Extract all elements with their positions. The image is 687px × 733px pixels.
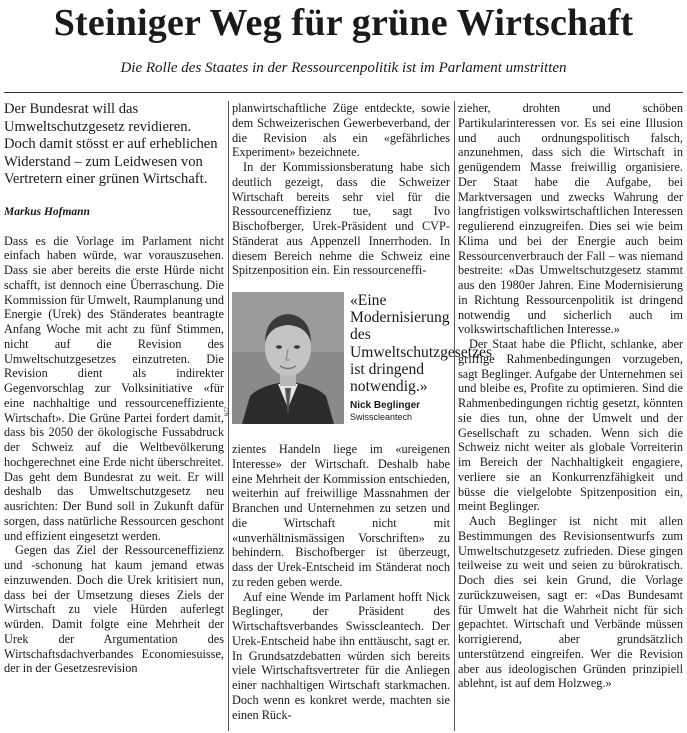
body-paragraph: Dass es die Vorlage im Parlament nicht einfach haben würde, war vorauszusehen. Dass sie aber bereits die erste Hürde nicht schafft, ist dennoch eine Überraschung. Die Kommission für Umwelt, Raumplanung und Energie (Urek) des Ständerates beantragte Anfang Woche mit acht zu fünf Stimmen, nicht auf die Revision des Umweltschutzgesetzes einzutreten. Die Revision dient als indirekter Gegenvorschlag zur Volksinitiative «für eine nachhaltige und ressourceneffiziente Wirtschaft». Die Grüne Partei fordert damit, dass bis 2050 der ökologische Fussabdruck der Schweiz auf die Weltbevölkerung hochgerechnet eine Erde nicht überschreitet. Das geht dem Bundesrat zu weit. Er will deshalb das Umweltschutzgesetz neu ausrichten: Der Bund soll in Zukunft dafür sorgen, dass natürliche Ressourcen geschont und effizient eingesetzt werden. (4, 233, 224, 543)
quote-person-name: Nick Beglinger (350, 400, 421, 411)
column-1 (4, 101, 224, 676)
article-subhead: Die Rolle des Staates in der Ressourcenpolitik ist im Parlament umstritten (120, 60, 567, 76)
author-byline: Markus Hofmann (4, 205, 90, 218)
photo-credit: NZZ (224, 406, 231, 417)
body-paragraph: In der Kommissionsberatung habe sich deutlich gezeigt, dass die Schweizer Wirtschaft bereits sehr viel für die Ressourceneffizienz tue, sagt Ivo Bischofberger, Urek-Präsident und CVP-Ständerat aus Appenzell Innerrhoden. In diesem Bereich nehme die Schweiz eine Spitzenposition ein. Ein ressourceneffi- (232, 160, 450, 278)
column-2 (224, 101, 493, 722)
column-3 (458, 101, 683, 691)
body-paragraph: Gegen das Ziel der Ressourceneffizienz und -schonung hat kaum jemand etwas einzuwenden. Doch die Urek kritisiert nun, dass bei der Umsetzung dieses Ziels der Wirtschaft zu viele Hürden auferlegt würden. Damit folgte eine Mehrheit der Urek der Argumentation des Wirtschaftsdachverbandes Economiesuisse, der in der Gesetzesrevision (4, 543, 224, 676)
body-paragraph: Auch Beglinger ist nicht mit allen Bestimmungen des Revisionsentwurfs zum Umweltschutzgesetz zufrieden. Diese gingen teilweise zu weit und seien zu bürokratisch. Doch dies sei kein Grund, die Vorlage zurückzuweisen, sagt er: «Das Bundesamt für Umwelt hat die Wahrheit nicht für sich gepachtet. Wirtschaft und Verbände müssen korrigierend, aber grundsätzlich unterstützend eingreifen. Wer die Revision aber aus ideologischen Gründen prinzipiell ablehnt, ist auf dem Holzweg.» (458, 514, 683, 691)
article-headline: Steiniger Weg für grüne Wirtschaft (53, 2, 634, 44)
body-paragraph: zientes Handeln liege im «ureigenen Interesse» der Wirtschaft. Deshalb habe eine Mehrheit der Kommission entschieden, weiterhin auf freiwillige Massnahmen der Branchen und Unternehmen zu setzen und die Wirtschaft nicht mit «unverhältnismässigen Vorschriften» zu behindern. Bischofberger ist überzeugt, dass der Urek-Entscheid im Ständerat noch zu reden geben werde. (232, 442, 450, 589)
quote-person-role: Swisscleantech (350, 412, 413, 422)
body-paragraph: Der Staat habe die Pflicht, schlanke, aber griffige Rahmenbedingungen vorzugeben, sagt Beglinger. Aufgabe der Unternehmen sei und bleibe es, Profite zu optimieren. Sind die Rahmenbedingungen richtig gesetzt, könnten sie dies tun, ohne der Umwelt und der Gesellschaft zu schaden. Wenn sich die Schweiz nicht weiter als globale Vorreiterin im Bereich der Nachhaltigkeit engagiere, verliere sie an Konkurrenzfähigkeit und büsse die vielgelobte Spitzenposition ein, meint Beglinger. (458, 337, 683, 514)
body-paragraph: planwirtschaftliche Züge entdeckte, sowie dem Schweizerischen Gewerbeverband, der die Revision als ein «gefährliches Experiment» bezeichnete. (232, 101, 450, 160)
column-divider-2 (454, 101, 455, 731)
body-paragraph: Auf eine Wende im Parlament hofft Nick Beglinger, der Präsident des Wirtschaftsverbandes Swisscleantech. Der Urek-Entscheid habe ihn enttäuscht, sagt er. In Grundsatzdebatten würden sich bereits viele Wirtschaftsvertreter für die Anliegen einer nachhaltigen Wirtschaft starkmachen. Doch wenn es konkret werde, machten sie einen Rück- (232, 589, 450, 722)
header-divider (4, 92, 683, 93)
pull-quote-text: «Eine Modernisierung des Umweltschutzgesetzes ist dringend notwendig.» (350, 292, 493, 396)
body-paragraph: zieher, drohten und schöben Partikularinteressen vor. Es sei eine Illusion und auch ordnungspolitisch falsch, anzunehmen, dass sich die Wirtschaft in genügendem Masse freiwillig organisiere. Der Staat habe die Aufgabe, bei Marktversagen und zwecks Wahrung der langfristigen volkswirtschaftlichen Interessen regulierend einzugreifen. Dies sei wie beim Klima und bei der Energie auch beim Ressourcenverbrauch der Fall – was niemand bestreite: «Das Umweltschutzgesetz stammt aus den 1980er Jahren. Eine Modernisierung in Richtung Ressourcenpolitik ist dringend notwendig und sicherlich auch im volkswirtschaftlichen Interesse.» (458, 101, 683, 337)
article-lead: Der Bundesrat will das Umweltschutzgesetz revidieren. Doch damit stösst er auf erheblichen Widerstand – zum Leidwesen von Vertretern einer grünen Wirtschaft. (4, 101, 218, 188)
portrait-photo (232, 292, 344, 424)
portrait-illustration (232, 292, 344, 424)
pull-quote-box (224, 292, 493, 432)
